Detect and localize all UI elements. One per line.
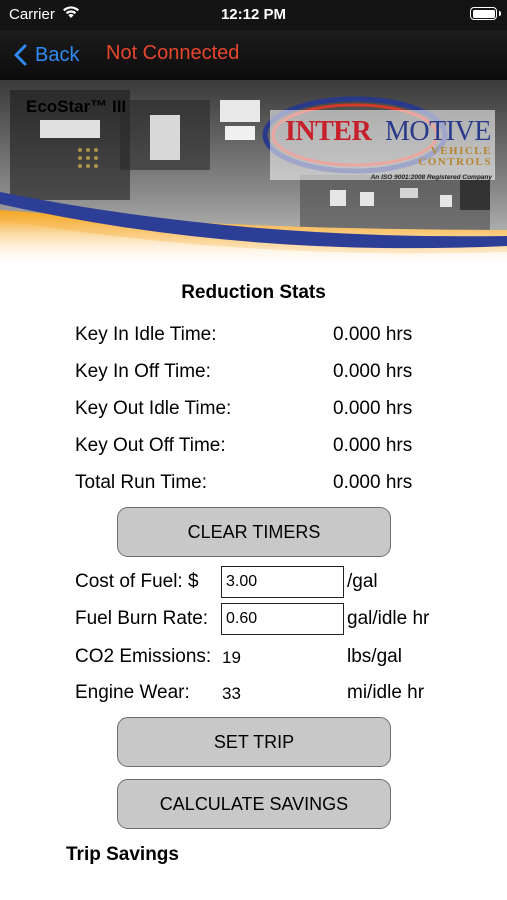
navigation-bar <box>0 30 507 80</box>
set-trip-button[interactable]: SET TRIP <box>117 717 391 767</box>
stat-value-key-out-idle: 0.000 hrs <box>333 398 413 419</box>
stat-value-key-out-off: 0.000 hrs <box>333 435 413 456</box>
calculate-savings-button[interactable]: CALCULATE SAVINGS <box>117 779 391 829</box>
chevron-left-icon <box>14 44 27 66</box>
stat-label-key-in-off: Key In Off Time: <box>75 361 211 382</box>
connection-status: Not Connected <box>106 42 240 64</box>
reduction-stats-title: Reduction Stats <box>181 282 326 303</box>
clear-timers-button[interactable]: CLEAR TIMERS <box>117 507 391 557</box>
co2-emissions-unit: lbs/gal <box>347 646 402 667</box>
status-time: 12:12 PM <box>220 6 287 23</box>
fuel-burn-rate-input[interactable] <box>221 603 344 635</box>
fuel-burn-rate-unit: gal/idle hr <box>347 608 430 629</box>
engine-wear-label: Engine Wear: <box>75 682 190 703</box>
status-bar <box>0 0 507 30</box>
stat-label-key-out-idle: Key Out Idle Time: <box>75 398 232 419</box>
co2-emissions-label: CO2 Emissions: <box>75 646 212 667</box>
trip-savings-title: Trip Savings <box>66 844 179 865</box>
fuel-burn-rate-label: Fuel Burn Rate: <box>75 608 209 629</box>
stat-label-key-out-off: Key Out Off Time: <box>75 435 226 456</box>
intermotive-logo: INTER MOTIVE VEHICLE CONTROLS An ISO 9001:2008 Registered Company <box>285 116 492 181</box>
engine-wear-value: 33 <box>222 684 241 703</box>
carrier-label: Carrier <box>9 6 55 23</box>
back-button[interactable] <box>14 38 79 72</box>
stat-label-total-run: Total Run Time: <box>75 472 207 493</box>
battery-icon <box>470 7 497 20</box>
cost-of-fuel-unit: /gal <box>347 571 378 592</box>
header-banner <box>0 80 507 268</box>
stat-value-total-run: 0.000 hrs <box>333 472 413 493</box>
stat-value-key-in-off: 0.000 hrs <box>333 361 413 382</box>
cost-of-fuel-label: Cost of Fuel: $ <box>75 571 199 592</box>
engine-wear-unit: mi/idle hr <box>347 682 425 703</box>
co2-emissions-value: 19 <box>222 648 241 667</box>
model-name: EcoStar™ III <box>26 97 127 116</box>
stat-label-key-in-idle: Key In Idle Time: <box>75 324 217 345</box>
cost-of-fuel-input[interactable] <box>221 566 344 598</box>
back-label: Back <box>35 43 80 66</box>
stat-value-key-in-idle: 0.000 hrs <box>333 324 413 345</box>
